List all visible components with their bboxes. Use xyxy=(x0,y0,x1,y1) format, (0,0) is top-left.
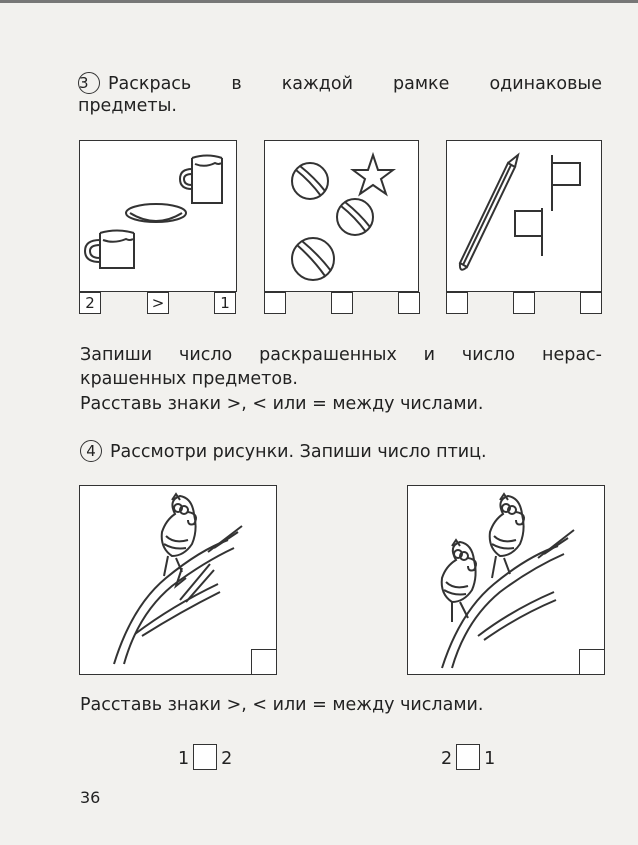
task3-title-line2: предметы. xyxy=(78,96,177,116)
cups-plate-drawing xyxy=(80,141,235,290)
answer-box-3c[interactable] xyxy=(580,292,602,314)
mug-icon xyxy=(85,231,134,269)
task3-instruction-line3: Расставь знаки >, < или = между числами. xyxy=(80,394,484,414)
answer-box-3a[interactable] xyxy=(446,292,468,314)
bird-picture-left[interactable] xyxy=(79,485,277,675)
balls-star-drawing xyxy=(265,141,417,290)
bird-count-box-left[interactable] xyxy=(251,649,277,675)
compare-right xyxy=(441,744,495,770)
task4-title-row xyxy=(80,440,487,463)
task3-number: 3 xyxy=(78,72,100,94)
mug-icon xyxy=(180,156,222,204)
flag-icon xyxy=(552,155,580,211)
compare-right-box[interactable] xyxy=(456,744,480,770)
compare-left xyxy=(178,744,232,770)
task3-title-line1: Раскрась в каждой рамке одинаковые xyxy=(108,74,602,94)
compare-right-b: 1 xyxy=(484,749,496,769)
branch-two-birds-drawing xyxy=(408,486,603,673)
answer-box-2c[interactable] xyxy=(398,292,420,314)
branch-one-bird-drawing xyxy=(80,486,275,673)
frame-cups[interactable] xyxy=(79,140,237,292)
bird-count-box-right[interactable] xyxy=(579,649,605,675)
compare-right-a: 2 xyxy=(441,749,453,769)
page-number: 36 xyxy=(80,788,101,807)
compare-left-b: 2 xyxy=(221,749,233,769)
answer-box-2b[interactable] xyxy=(331,292,353,314)
answer-box-1a[interactable]: 2 xyxy=(79,292,101,314)
bird-picture-right[interactable] xyxy=(407,485,605,675)
ball-icon xyxy=(292,238,334,280)
frame-flags[interactable] xyxy=(446,140,602,292)
frame-balls[interactable] xyxy=(264,140,419,292)
compare-left-box[interactable] xyxy=(193,744,217,770)
task4-number: 4 xyxy=(80,440,102,462)
task4-instruction: Расставь знаки >, < или = между числами. xyxy=(80,695,484,715)
answer-box-1b[interactable]: > xyxy=(147,292,169,314)
answer-box-2a[interactable] xyxy=(264,292,286,314)
pencil-icon xyxy=(460,155,518,270)
task3-instruction-line2: крашенных предметов. xyxy=(80,369,298,389)
branch-icon xyxy=(114,526,242,664)
task3-instruction-line1: Запиши число раскрашенных и число нерас- xyxy=(80,345,602,365)
task4-title: Рассмотри рисунки. Запиши число птиц. xyxy=(110,442,487,462)
answer-box-3b[interactable] xyxy=(513,292,535,314)
ball-icon xyxy=(292,163,328,199)
page-top-border xyxy=(0,0,638,3)
pencil-flags-drawing xyxy=(447,141,600,290)
task3-title xyxy=(78,72,602,117)
compare-left-a: 1 xyxy=(178,749,190,769)
flag-icon xyxy=(515,208,542,256)
answer-box-1c[interactable]: 1 xyxy=(214,292,236,314)
plate-icon xyxy=(126,204,186,222)
star-icon xyxy=(353,155,393,194)
ball-icon xyxy=(337,199,373,235)
